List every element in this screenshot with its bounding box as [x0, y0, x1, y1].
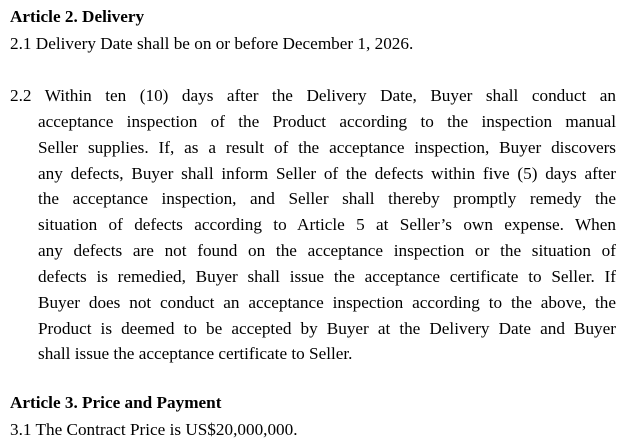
clause-2-2-line: shall issue the acceptance certificate to Seller.: [38, 344, 353, 364]
clause-2-2-line: defects is remedied, Buyer shall issue the acceptance certificate to Seller. If: [38, 266, 616, 286]
clause-2-2-line: Product is deemed to be accepted by Buyer at the Delivery Date and Buyer: [38, 318, 616, 338]
clause-2-2-line: the acceptance inspection, and Seller shall thereby promptly remedy the: [38, 189, 616, 209]
article-2-heading: Article 2. Delivery: [10, 7, 145, 26]
clause-2-2: [10, 83, 616, 367]
article-3-heading: Article 3. Price and Payment: [10, 393, 222, 412]
clause-2-2-line: situation of defects according to Article 5 at Seller’s own expense. When: [38, 215, 616, 235]
clause-3-1: 3.1 The Contract Price is US$20,000,000.: [10, 420, 298, 439]
clause-2-2-line: Buyer does not conduct an acceptance inspection according to the above, the: [38, 292, 616, 312]
clause-2-2-line: acceptance inspection of the Product according to the inspection manual: [38, 111, 616, 131]
clause-2-2-line: Seller supplies. If, as a result of the acceptance inspection, Buyer discovers: [38, 137, 616, 157]
clause-2-1: 2.1 Delivery Date shall be on or before December 1, 2026.: [10, 34, 414, 53]
clause-2-2-line: any defects are not found on the acceptance inspection or the situation of: [38, 241, 616, 261]
clause-2-2-line: 2.2 Within ten (10) days after the Delivery Date, Buyer shall conduct an: [10, 86, 616, 105]
clause-2-2-line: any defects, Buyer shall inform Seller of the defects within five (5) days after: [38, 163, 616, 183]
